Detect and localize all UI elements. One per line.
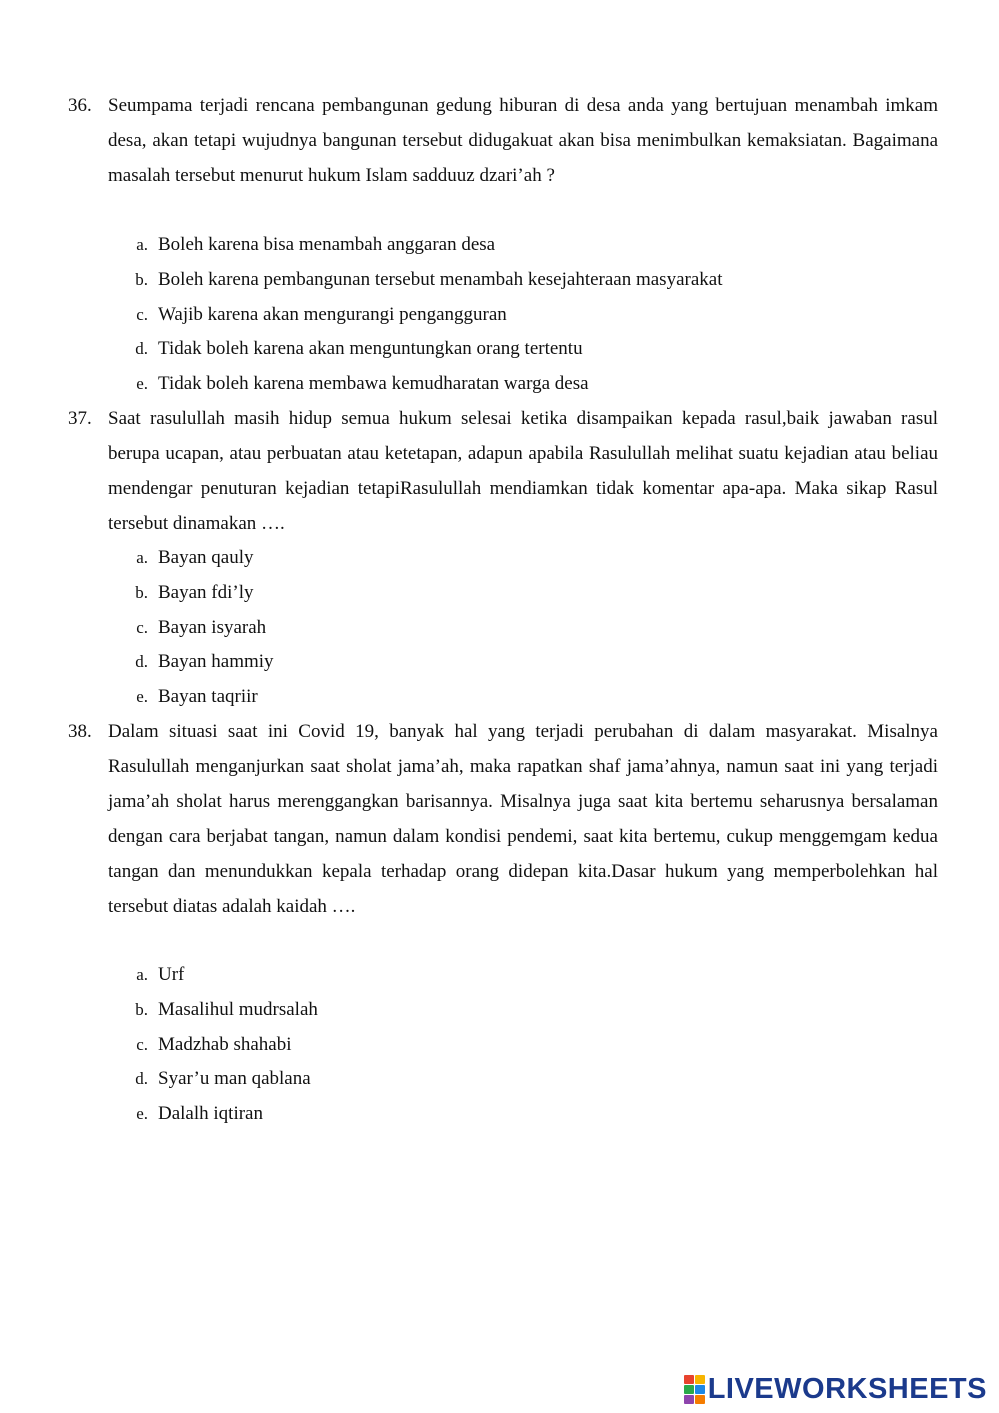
answer-option-b[interactable] (0, 576, 900, 611)
question-text: Saat rasulullah masih hidup semua hukum selesai ketika disampaikan kepada rasul,baik jawaban rasul berupa ucapan, atau perbuatan atau ketetapan, adapun apabila Rasulullah melihat suatu kejadian atau beliau mendengar penuturan kejadian tetapiRasulullah mendiamkan tidak komentar apa-apa. Maka sikap Rasul tersebut dinamakan …. (108, 408, 938, 534)
option-text: Masalihul mudrsalah (158, 998, 318, 1020)
option-label: d. (135, 339, 148, 359)
logo-tile (695, 1375, 705, 1384)
answer-option-e[interactable] (0, 1097, 900, 1132)
option-text: Bayan isyarah (158, 616, 267, 638)
question-text: Seumpama terjadi rencana pembangunan gedung hiburan di desa anda yang bertujuan menambah imkam desa, akan tetapi wujudnya bangunan tersebut didugakuat akan bisa menimbulkan kemaksiatan. Bagaimana masalah tersebut menurut hukum Islam sadduuz dzari’ah ? (108, 95, 938, 186)
option-text: Boleh karena pembangunan tersebut menambah kesejahteraan masyarakat (158, 268, 723, 290)
option-label: a. (136, 235, 148, 254)
option-text: Syar’u man qablana (158, 1068, 311, 1090)
answer-option-c[interactable] (0, 611, 900, 646)
answer-option-a[interactable] (0, 958, 900, 993)
answer-options (0, 541, 900, 715)
answer-option-b[interactable] (0, 263, 900, 298)
option-label: c. (136, 617, 148, 637)
option-label: a. (136, 548, 148, 567)
logo-tile (684, 1375, 694, 1384)
answer-option-d[interactable] (0, 645, 900, 680)
answer-option-a[interactable] (0, 228, 900, 263)
option-label: d. (135, 652, 148, 672)
question-number: 36. (68, 95, 92, 116)
logo-tile (684, 1385, 694, 1394)
option-text: Boleh karena bisa menambah anggaran desa (158, 234, 496, 255)
answer-options (0, 958, 900, 1132)
option-label: b. (135, 269, 148, 289)
option-label: e. (136, 687, 148, 707)
answer-option-c[interactable] (0, 298, 900, 333)
question-text: Dalam situasi saat ini Covid 19, banyak hal yang terjadi perubahan di dalam masyarakat. Misalnya Rasulullah menganjurkan saat sholat jama’ah, maka rapatkan shaf jama’ahnya, namun saat ini yang terjadi jama’ah sholat harus merenggangkan barisannya. Misalnya juga saat kita bertemu seharusnya bersalaman dengan cara berjabat tangan, namun dalam kondisi pendemi, saat kita bertemu, cukup menggemgam kedua tangan dan menundukkan kepala terhadap orang didepan kita.Dasar hukum yang memperbolehkan hal tersebut diatas adalah kaidah …. (108, 721, 938, 917)
brand-name: LIVEWORKSHEETS (707, 1373, 987, 1405)
option-label: c. (136, 1034, 148, 1054)
answer-option-b[interactable] (0, 993, 900, 1028)
answer-options (0, 228, 900, 402)
option-text: Urf (158, 964, 185, 985)
logo-tile (684, 1395, 694, 1404)
answer-option-e[interactable] (0, 680, 900, 715)
option-text: Madzhab shahabi (158, 1033, 292, 1055)
answer-option-c[interactable] (0, 1028, 900, 1063)
answer-option-d[interactable] (0, 1062, 900, 1097)
logo-tile (695, 1395, 705, 1404)
option-text: Bayan qauly (158, 547, 254, 568)
liveworksheets-logo-icon (684, 1375, 705, 1404)
answer-option-e[interactable] (0, 367, 900, 402)
option-label: b. (135, 999, 148, 1019)
option-text: Bayan taqriir (158, 686, 258, 708)
option-label: e. (136, 1104, 148, 1124)
option-text: Bayan hammiy (158, 651, 274, 673)
option-text: Wajib karena akan mengurangi pengangguran (158, 303, 507, 325)
question-number: 37. (68, 408, 92, 429)
option-text: Tidak boleh karena akan menguntungkan orang tertentu (158, 338, 583, 360)
option-text: Tidak boleh karena membawa kemudharatan warga desa (158, 373, 589, 395)
liveworksheets-brand[interactable] (684, 1372, 987, 1406)
option-label: b. (135, 582, 148, 602)
option-label: e. (136, 374, 148, 394)
option-text: Dalalh iqtiran (158, 1103, 263, 1125)
option-label: d. (135, 1069, 148, 1089)
option-text: Bayan fdi’ly (158, 581, 254, 603)
answer-option-d[interactable] (0, 332, 900, 367)
option-label: a. (136, 965, 148, 984)
question-number: 38. (68, 721, 92, 742)
option-label: c. (136, 304, 148, 324)
logo-tile (695, 1385, 705, 1394)
answer-option-a[interactable] (0, 541, 900, 576)
